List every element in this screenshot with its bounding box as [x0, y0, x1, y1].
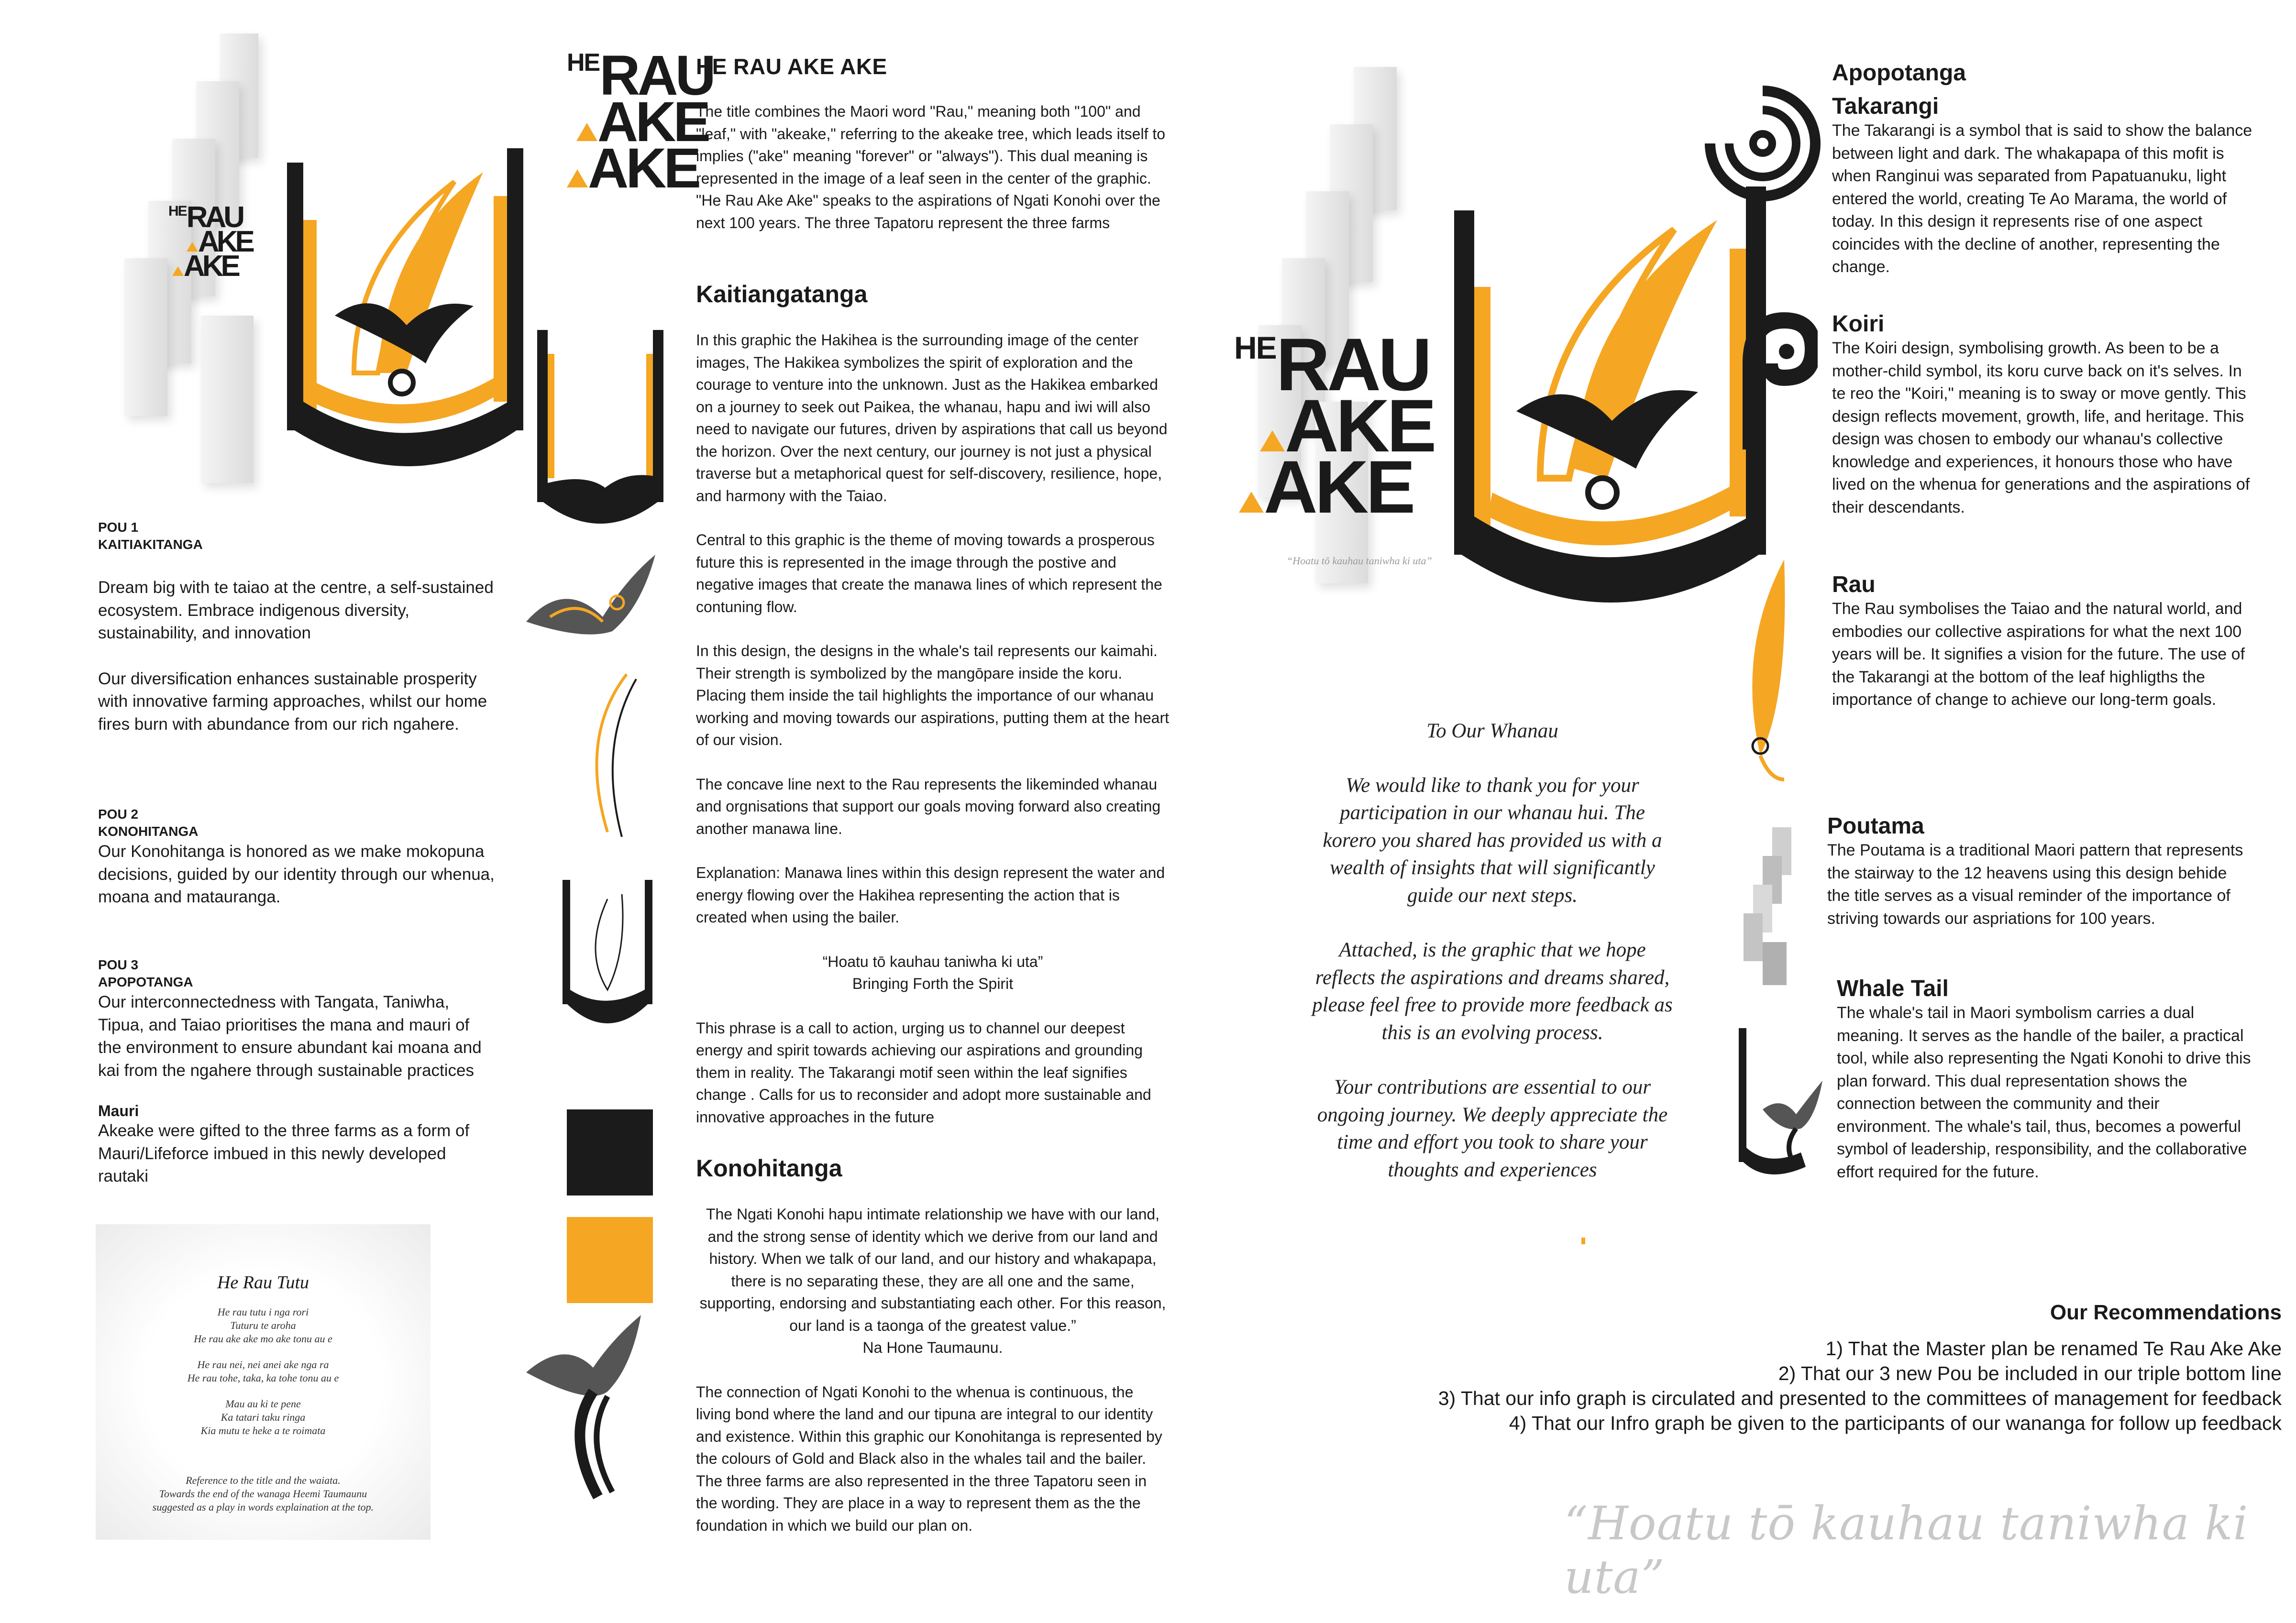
bailer-graphic-main — [1449, 182, 1775, 631]
poem-line: Kia mutu te heke a te roimata — [200, 1425, 326, 1437]
poem-line: Tuturu te aroha — [230, 1319, 296, 1331]
poem-note: Towards the end of the wanaga Heemi Taumaunu — [159, 1488, 367, 1500]
poem-line: Ka tatari taku ringa — [221, 1411, 306, 1423]
letter-line: thoughts and experiences — [1388, 1158, 1597, 1181]
letter-line: participation in our whanau hui. The — [1340, 801, 1645, 824]
kaitiangatanga-paragraph: The concave line next to the Rau represents the likeminded whanau and orgnisations that support our goals moving forward also creating another manawa line. — [696, 775, 1161, 837]
pou-2-paragraph-1: Our Konohitanga is honored as we make mokopuna decisions, guided by our identity through our whenua, moana and matauranga. — [98, 842, 495, 906]
letter-line: guide our next steps. — [1407, 884, 1578, 907]
letter-line: time and effort you took to share your — [1337, 1131, 1648, 1153]
recommendation-item: 4) That our Infro graph be given to the participants of our wananga for follow up feedback — [1509, 1412, 2282, 1434]
to-our-whanau-letter — [1253, 717, 1732, 1184]
letter-line: ongoing journey. We deeply appreciate the — [1317, 1103, 1668, 1126]
pou-2-section — [98, 806, 495, 909]
poem-title: He Rau Tutu — [217, 1272, 309, 1293]
letter-line: reflects the aspirations and dreams shared, — [1315, 966, 1670, 989]
pou-1-section — [98, 519, 495, 735]
he-rau-ake-ake-heading: HE RAU AKE AKE — [696, 54, 887, 79]
poutama-text: The Poutama is a traditional Maori pattern that represents the stairway to the 12 heavens using this design behide the title serves as a visual reminder of the importance of striving towards our aspriations for 100 years. — [1827, 841, 2243, 928]
he-rau-ake-ake-text: The title combines the Maori word "Rau," meaning both "100" and "leaf," with "akeake," referring to the akeake tree, which leads itself to implies ("ake" meaning "forever" or "always"). This dual meaning is represented in the image of a leaf seen in the center of the graphic. "He Rau Ake Ake" speaks to the aspirations of Ngati Konohi over the next 100 years. The three Tapatoru represent the three farms — [696, 103, 1166, 231]
pou-1-paragraph-1: Dream big with te taiao at the centre, a self-sustained ecosystem. Embrace indigenous diversity, sustainability, and innovation — [98, 578, 494, 642]
konohitanga-p1: The connection of Ngati Konohi to the whenua is continuous, the living bond where the land and our tipuna are integral to our identity and existence. Within this graphic our Konohitanga is represented by the colours of Gold and Black also in the whales tail and the bailer. — [696, 1383, 1162, 1467]
recommendation-item: 3) That our info graph is circulated and presented to the committees of management for feedback — [1438, 1387, 2282, 1409]
brand-logo-main: $^{HE}$RAU AKE AKE — [1234, 323, 1434, 529]
kaitiangatanga-quote: “Hoatu tō kauhau taniwha ki uta” — [822, 953, 1043, 970]
kaitiangatanga-section — [696, 280, 1170, 1150]
whale-tail-section — [1837, 976, 2258, 1184]
whale-tail-text: The whale's tail in Maori symbolism carries a dual meaning. It serves as the handle of the bailer, a practical tool, while also representing the Ngati Konohi to drive this plan forward. This dual representation shows the connection between the community and their environment. The whale's tail, thus, becomes a powerful symbol of leadership, responsibility, and the collaborative effort required for the future. — [1837, 1004, 2251, 1181]
color-swatch-gold — [567, 1217, 653, 1303]
rau-text: The Rau symbolises the Taiao and the natural world, and embodies our collective aspirations for what the next 100 years will be. It signifies a vision for the future. The use of the Takarangi at the bottom of the leaf highligths the importance of change to achieve our long-term goals. — [1832, 600, 2245, 709]
kaitiangatanga-paragraph: In this graphic the Hakihea is the surrounding image of the center images, The Hakikea symbolizes the spirit of exploration and the courage to venture into the unknown. Just as the Hakikea embarked on a journey to seek out Paikea, the whanau, hapu and iwi will also need to navigate our futures, driven by aspirations that call us beyond the horizon. Over the next century, our journey is not just a physical traverse but a metaphorical quest for self-discovery, resilience, hope, and harmony with the Taiao. — [696, 331, 1168, 504]
konohitanga-section — [696, 1154, 1170, 1536]
kaitiangatanga-quote-sub: Bringing Forth the Spirit — [852, 975, 1014, 992]
letter-line: We would like to thank you for your — [1346, 774, 1639, 797]
letter-line: Attached, is the graphic that we hope — [1339, 939, 1646, 961]
poem-note: Reference to the title and the waiata. — [186, 1474, 341, 1486]
bailer-whale-tail-icon — [1734, 1023, 1825, 1186]
takarangi-icon — [1700, 81, 1825, 206]
poem-line: Mau au ki te pene — [225, 1398, 301, 1410]
apopotanga-heading: Apopotanga — [1832, 60, 1966, 86]
koiri-section — [1832, 311, 2253, 519]
poem-line: He rau nei, nei anei ake nga ra — [197, 1359, 329, 1371]
koiri-text: The Koiri design, symbolising growth. As been to be a mother-child symbol, its koru curve back on it's selves. In te reo the "Koiri," meaning is to sway or move gently. This design reflects movement, growth, life, and heritage. This design was chosen to embody our whanau's collective knowledge and experiences, it honours those who have lived on the whenua for generations and the aspirations of their descendants. — [1832, 339, 2250, 516]
pou-1-paragraph-2: Our diversification enhances sustainable prosperity with innovative farming approaches, whilst our home fires burn with abundance from our rich ngahere. — [98, 669, 487, 734]
poem-line: He rau tohe, taka, ka tohe tonu au e — [187, 1372, 339, 1384]
poutama-heading: Poutama — [1827, 813, 1924, 839]
whale-tail-large-icon — [521, 1310, 646, 1502]
rau-leaf-icon — [1732, 555, 1799, 784]
koiri-icon — [1736, 311, 1818, 454]
takarangi-heading: Takarangi — [1832, 94, 1939, 119]
whale-tail-heading: Whale Tail — [1837, 976, 1949, 1001]
kaitiangatanga-paragraph: Explanation: Manawa lines within this design represent the water and energy flowing over the Hakihea representing the action that is created when using the bailer. — [696, 864, 1165, 926]
brand-logo-small: $^{HE}$RAU AKE AKE — [168, 201, 252, 283]
mauri-section — [98, 1102, 495, 1188]
letter-line: korero you shared has provided us with a — [1323, 829, 1662, 852]
recommendation-item: 1) That the Master plan be renamed Te Rau Ake Ake — [1825, 1338, 2282, 1360]
letter-line: wealth of insights that will significantly — [1330, 856, 1655, 879]
gold-dot — [1581, 1238, 1585, 1244]
pou-3-paragraph-1: Our interconnectedness with Tangata, Taniwha, Tipua, and Taiao prioritises the mana and mauri of the environment to ensure abundant kai moana and kai from the ngahere through sustainable practices — [98, 993, 482, 1080]
mauri-text: Akeake were gifted to the three farms as a form of Mauri/Lifeforce imbued in this newly developed rautaki — [98, 1121, 470, 1185]
color-swatch-black — [567, 1109, 653, 1195]
poem-line: He rau tutu i nga rori — [217, 1306, 309, 1318]
bailer-graphic-left — [282, 143, 541, 488]
footer-quote: “Hoatu tō kauhau taniwha ki uta” — [1564, 1497, 2249, 1604]
poutama-icon — [1734, 827, 1791, 985]
poutama-section — [1827, 813, 2248, 930]
pou-3-number: POU 3 — [98, 957, 139, 972]
poem-note: suggested as a play in words explaination at the top. — [152, 1501, 374, 1513]
konohitanga-centered: our land is a taonga of the greatest value.” — [789, 1316, 1076, 1334]
recommendations-section — [1292, 1301, 2282, 1436]
pou-2-name: KONOHITANGA — [98, 824, 199, 839]
mauri-heading: Mauri — [98, 1102, 139, 1119]
pou-2-number: POU 2 — [98, 807, 139, 822]
konohitanga-centered: Na Hone Taumaunu. — [862, 1339, 1003, 1356]
letter-line: this is an evolving process. — [1381, 1021, 1603, 1044]
pou-1-name: KAITIAKITANGA — [98, 537, 203, 552]
pou-3-section — [98, 956, 495, 1082]
poem-he-rau-tutu — [96, 1224, 430, 1540]
rau-heading: Rau — [1832, 572, 1876, 597]
pou-1-number: POU 1 — [98, 520, 139, 535]
pou-3-name: APOPOTANGA — [98, 975, 193, 989]
kaitiangatanga-paragraph: Central to this graphic is the theme of moving towards a prosperous future this is represented in the image through the postive and negative images that create the manawa lines of which represent the contuning flow. — [696, 531, 1162, 615]
leaf-lines-icon — [569, 669, 641, 842]
recommendation-item: 2) That our 3 new Pou be included in our triple bottom line — [1778, 1362, 2282, 1384]
letter-line: Your contributions are essential to our — [1334, 1076, 1651, 1098]
bailer-outline-icon — [533, 325, 667, 545]
koiri-heading: Koiri — [1832, 311, 1885, 337]
poem-line: He rau ake ake mo ake tonu au e — [194, 1333, 332, 1345]
rau-section — [1832, 571, 2253, 712]
konohitanga-p2: The three farms are also represented in the three Tapatoru seen in the wording. They are place in a way to represent them as the the foundation in which we build our plan on. — [696, 1472, 1147, 1534]
kaitiangatanga-heading: Kaitiangatanga — [696, 281, 868, 307]
letter-line: please feel free to provide more feedback as — [1312, 994, 1673, 1016]
konohitanga-heading: Konohitanga — [696, 1155, 842, 1182]
kaitiangatanga-closing: This phrase is a call to action, urging us to channel our deepest energy and spirit towards achieving our aspirations and grounding them in reality. The Takarangi motif seen within the leaf signifies change . Calls for us to reconsider and adopt more sustainable and innovative approaches in the future — [696, 1019, 1151, 1126]
takarangi-text: The Takarangi is a symbol that is said to show the balance between light and dark. The whakapapa of this mofit is when Ranginui was separated from Papatuanuku, light entered the world, creating Te Ao Marama, the world of today. In this design it represents rise of one aspect coincides with the decline of another, representing the change. — [1832, 121, 2252, 276]
takarangi-section — [1832, 93, 2253, 279]
letter-heading: To Our Whanau — [1426, 720, 1558, 742]
kaitiangatanga-paragraph: In this design, the designs in the whale's tail represents our kaimahi. Their strength is symbolized by the mangōpare inside the koru. Placing them inside the tail highlights the importance of our whanau working and moving towards our aspirations, putting them at the heart of our vision. — [696, 642, 1169, 748]
brand-logo-column: $^{HE}$RAU AKE AKE — [567, 44, 713, 200]
bailer-inner-icon — [560, 875, 655, 1038]
he-rau-ake-ake-section — [696, 54, 1170, 234]
whale-tail-icon — [521, 550, 660, 646]
konohitanga-centered: The Ngati Konohi hapu intimate relationship we have with our land, and the strong sense of identity which we derive from our land and history. When we talk of our land, and our history and whakapapa, there is no separating these, they are all one and the same, supporting, endorsing and substantiating each other. For this reason, — [699, 1206, 1166, 1312]
main-logo-caption: “Hoatu tō kauhau taniwha ki uta” — [1287, 555, 1432, 567]
recommendations-heading: Our Recommendations — [2050, 1301, 2282, 1324]
